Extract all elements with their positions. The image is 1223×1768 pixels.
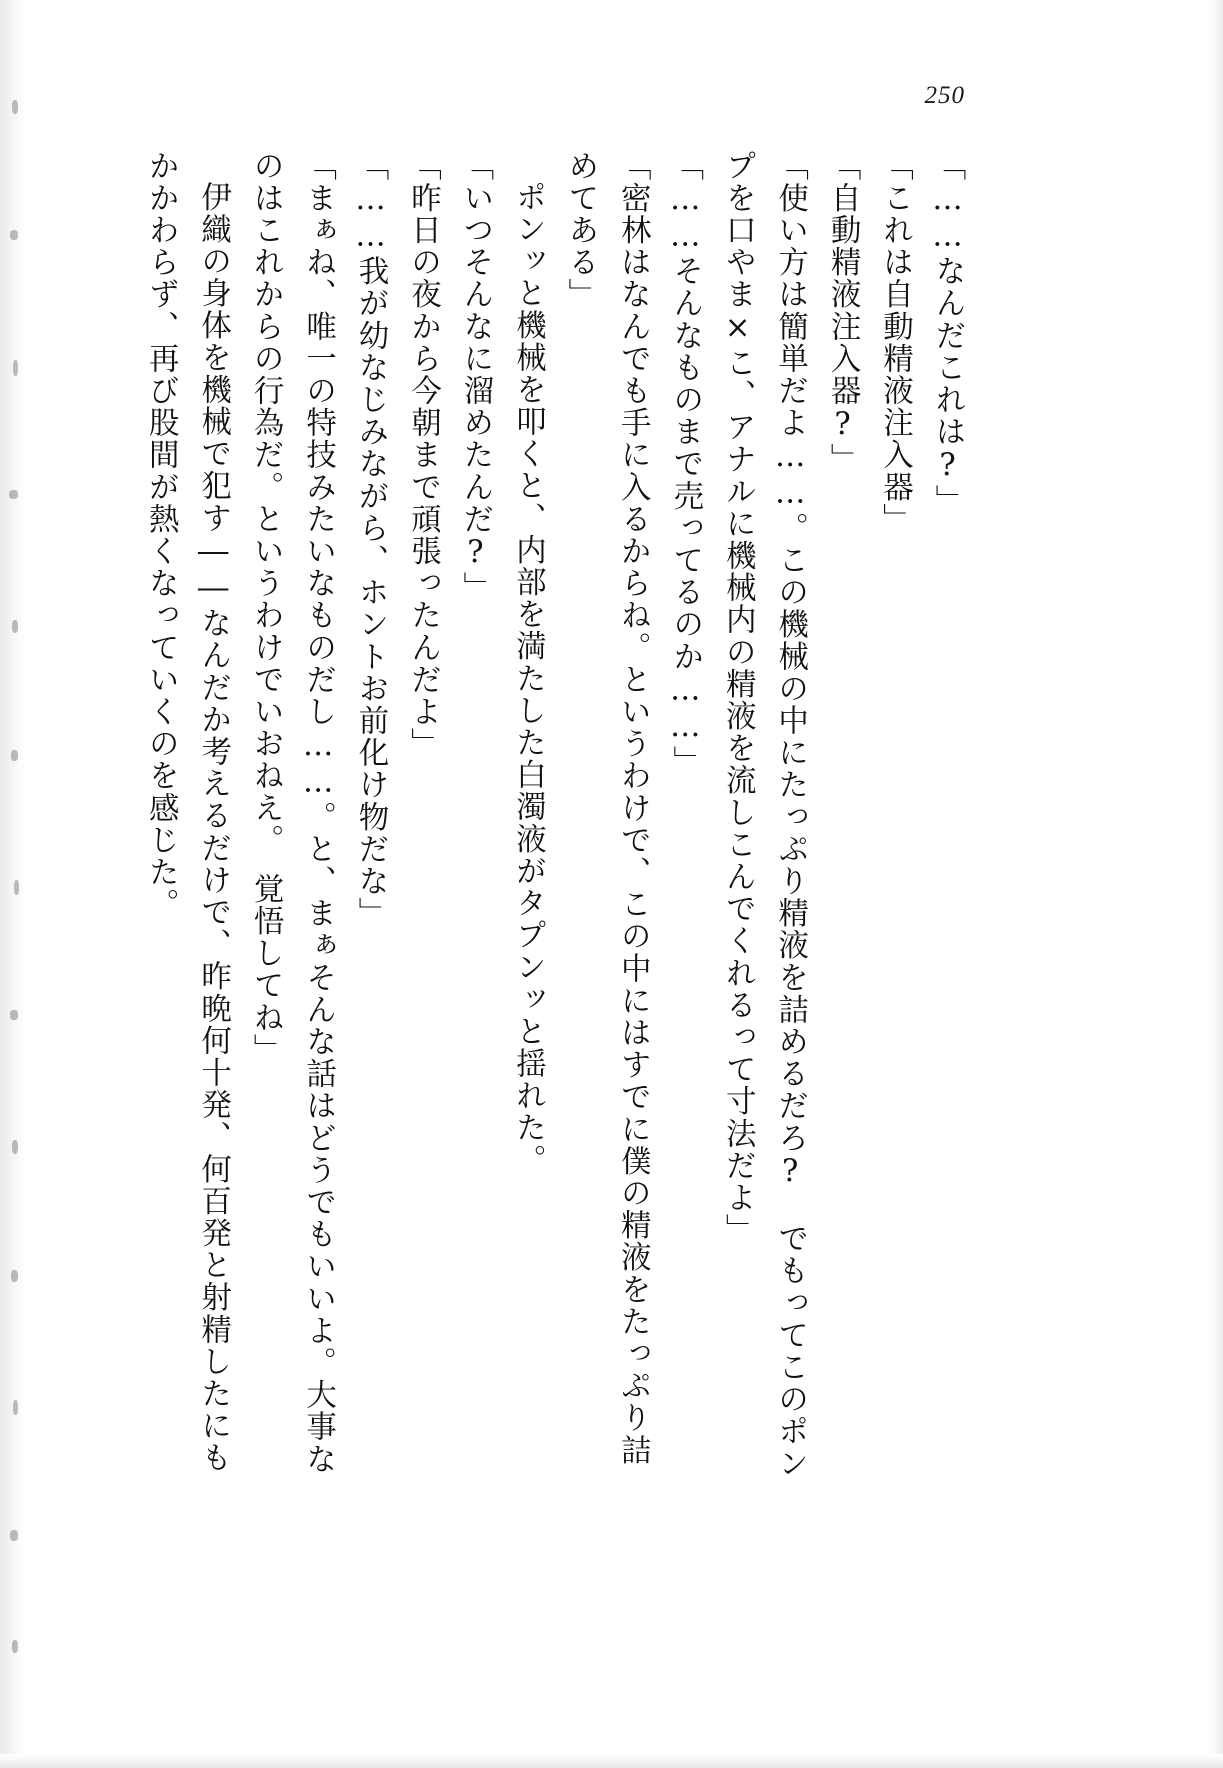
page-edge-shadow-right <box>1207 0 1223 1768</box>
paragraph: 「これは自動精液注入器」 <box>877 150 913 536</box>
page-edge-shadow-bottom <box>0 1754 1223 1768</box>
body-text <box>143 150 973 1480</box>
paragraph: 「まぁね、唯一の特技みたいなものだし……。と、まぁそんな話はどうでもいいよ。大事なのはこれからの行為だ。というわけでいおねえ。 覚悟してね」 <box>248 150 336 1476</box>
paragraph: 「……なんだこれは?」 <box>930 150 965 517</box>
paragraph: 「いつそんなに溜めたんだ?」 <box>457 150 493 604</box>
paragraph: 「昨日の夜から今朝まで頑張ったんだよ」 <box>405 150 441 760</box>
paragraph: 「密林はなんでも手に入るからね。というわけで、この中にはすでに僕の精液をたっぷり詰めてある」 <box>562 150 651 1467</box>
paragraph: 「自動精液注入器?」 <box>825 150 861 476</box>
page-number: 250 <box>924 82 965 109</box>
paragraph: 「……そんなものまで売ってるのか……」 <box>667 150 703 778</box>
paragraph: ポンッと機械を叩くと、内部を満たした白濁液がタプンッと揺れた。 <box>510 181 546 1177</box>
paragraph: 伊織の身体を機械で犯す――なんだか考えるだけで、昨晩何十発、何百発と射精したにもかかわらず、再び股間が熱くなっていくのを感じた。 <box>143 150 231 1474</box>
paragraph: 「使い方は簡単だよ……。この機械の中にたっぷり精液を詰めるだろ? でもってこのポンプを口やま×こ、アナルに機械内の精液を流しこんでくれるって寸法だよ」 <box>720 150 808 1480</box>
scan-bleed-marks <box>6 60 28 1680</box>
paragraph: 「……我が幼なじみながら、ホントお前化け物だな」 <box>353 150 389 930</box>
